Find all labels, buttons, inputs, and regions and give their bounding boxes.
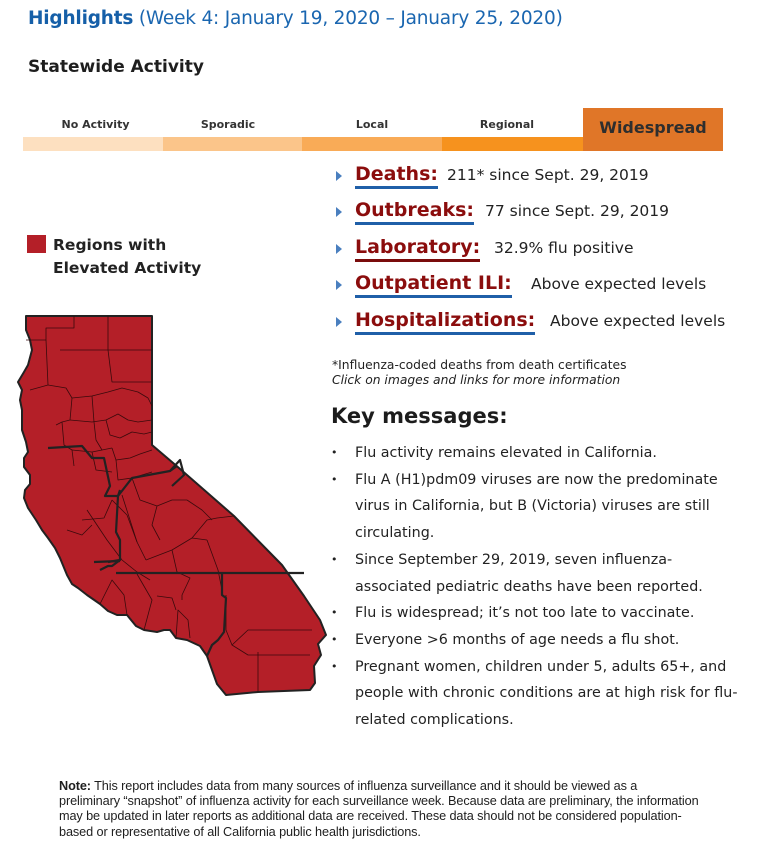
legend-label-line1: Regions with [53, 236, 167, 254]
footnote [332, 358, 627, 388]
outbreaks-link[interactable]: Outbreaks: [355, 198, 474, 225]
deaths-link[interactable]: Deaths: [355, 162, 438, 189]
legend-label-line2: Elevated Activity [53, 259, 202, 277]
statewide-activity-heading: Statewide Activity [28, 57, 204, 77]
page-title [28, 8, 563, 29]
hospitalizations-value: Above expected levels [550, 312, 726, 330]
title-highlights: Highlights [28, 8, 134, 29]
activity-level-scale [23, 108, 723, 151]
california-map[interactable] [12, 310, 332, 705]
footnote-asterisk: *Influenza-coded deaths from death certificates [332, 358, 627, 372]
scale-label-widespread: Widespread [599, 118, 707, 137]
laboratory-value: 32.9% flu positive [494, 239, 634, 257]
key-message-item: • Flu activity remains elevated in California. [331, 440, 741, 467]
scale-current-level-widespread [583, 108, 723, 151]
triangle-right-icon [336, 244, 342, 254]
disclaimer-note [59, 779, 699, 840]
triangle-right-icon [336, 171, 342, 181]
note-text: This report includes data from many sources of influenza surveillance and it should be viewed as a preliminary “snapshot” of influenza activity for each surveillance week. Because data are preliminary, the information may be updated in later reports as additional data are received. These data should not be considered population-based or representative of all California public health jurisdictions. [59, 779, 699, 839]
key-messages-list [331, 440, 741, 734]
scale-label-sporadic: Sporadic [200, 118, 256, 131]
title-week-range: (Week 4: January 19, 2020 – January 25, 2020) [138, 8, 563, 29]
key-message-item: • Since September 29, 2019, seven influenza-associated pediatric deaths have been reported. [331, 547, 741, 600]
key-message-item: • Everyone >6 months of age needs a flu shot. [331, 627, 741, 654]
triangle-right-icon [336, 280, 342, 290]
key-message-item: • Flu is widespread; it’s not too late to vaccinate. [331, 600, 741, 627]
deaths-value: 211* since Sept. 29, 2019 [447, 166, 649, 184]
triangle-right-icon [336, 317, 342, 327]
note-label: Note: [59, 779, 91, 793]
scale-segment-no-activity [23, 137, 163, 151]
scale-segment-local [302, 137, 442, 151]
scale-label-local: Local [355, 118, 389, 131]
key-messages-heading: Key messages: [331, 404, 508, 428]
scale-segment-sporadic [163, 137, 302, 151]
scale-segment-regional [442, 137, 583, 151]
laboratory-link[interactable]: Laboratory: [355, 235, 480, 262]
legend-label [53, 234, 201, 280]
key-message-item: • Flu A (H1)pdm09 viruses are now the predominate virus in California, but B (Victoria) viruses are still circulating. [331, 467, 741, 547]
scale-label-no-activity: No Activity [61, 118, 130, 131]
scale-label-regional: Regional [479, 118, 535, 131]
california-map-icon [12, 310, 332, 705]
legend-swatch-icon [27, 235, 46, 253]
outbreaks-value: 77 since Sept. 29, 2019 [485, 202, 670, 220]
triangle-right-icon [336, 207, 342, 217]
footnote-instruction: Click on images and links for more information [332, 373, 621, 387]
hospitalizations-link[interactable]: Hospitalizations: [355, 308, 535, 335]
outpatient-ili-link[interactable]: Outpatient ILI: [355, 271, 512, 298]
key-message-item: • Pregnant women, children under 5, adults 65+, and people with chronic conditions are at high risk for flu-related complications. [331, 654, 741, 734]
outpatient-ili-value: Above expected levels [531, 275, 707, 293]
